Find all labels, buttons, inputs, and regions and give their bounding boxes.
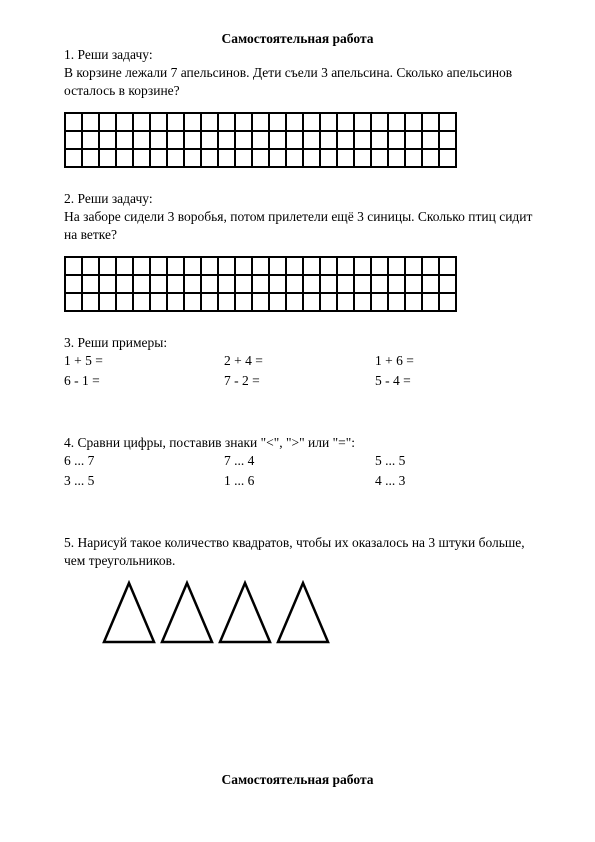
grid-cell	[133, 275, 150, 293]
grid-cell	[354, 293, 371, 311]
task1-text-line2: осталось в корзине?	[64, 83, 180, 98]
grid-cell	[65, 257, 82, 275]
grid-cell	[65, 131, 82, 149]
grid-cell	[150, 149, 167, 167]
grid-cell	[337, 113, 354, 131]
grid-cell	[133, 293, 150, 311]
triangle-shape	[278, 583, 328, 642]
example-item: 5 - 4 =	[375, 373, 411, 388]
grid-cell	[439, 257, 456, 275]
grid-cell	[65, 293, 82, 311]
grid-cell	[422, 149, 439, 167]
grid-cell	[439, 293, 456, 311]
grid-cell	[320, 275, 337, 293]
grid-cell	[82, 275, 99, 293]
grid-cell	[269, 149, 286, 167]
grid-cell	[286, 113, 303, 131]
example-item: 1 + 5 =	[64, 353, 103, 368]
grid-cell	[201, 149, 218, 167]
grid-cell	[320, 131, 337, 149]
compare-row	[64, 472, 534, 492]
compare-item: 5 ... 5	[375, 453, 406, 468]
grid-cell	[167, 149, 184, 167]
grid-cell	[354, 131, 371, 149]
grid-cell	[150, 293, 167, 311]
grid-cell	[303, 131, 320, 149]
grid-cell	[65, 275, 82, 293]
example-item: 7 - 2 =	[224, 373, 260, 388]
grid-cell	[116, 257, 133, 275]
grid-cell	[439, 113, 456, 131]
examples-block	[64, 352, 534, 392]
grid-cell	[371, 275, 388, 293]
grid-cell	[116, 293, 133, 311]
grid-row	[65, 275, 456, 293]
grid-cell	[269, 257, 286, 275]
grid-cell	[337, 293, 354, 311]
grid-cell	[388, 293, 405, 311]
grid-cell	[269, 275, 286, 293]
grid-cell	[184, 257, 201, 275]
grid-cell	[201, 131, 218, 149]
grid-cell	[235, 131, 252, 149]
grid-cell	[405, 293, 422, 311]
grid-cell	[133, 257, 150, 275]
grid-cell	[303, 113, 320, 131]
grid-cell	[405, 149, 422, 167]
grid-cell	[99, 131, 116, 149]
footer-title: Самостоятельная работа	[221, 772, 374, 787]
grid-cell	[252, 293, 269, 311]
grid-cell	[133, 149, 150, 167]
grid-cell	[218, 275, 235, 293]
grid-cell	[99, 293, 116, 311]
grid-cell	[184, 113, 201, 131]
grid-cell	[303, 275, 320, 293]
grid-cell	[422, 131, 439, 149]
grid-cell	[252, 275, 269, 293]
task1-text-line1: В корзине лежали 7 апельсинов. Дети съели 3 апельсина. Сколько апельсинов	[64, 65, 513, 80]
grid-cell	[133, 131, 150, 149]
grid-cell	[235, 275, 252, 293]
grid-cell	[150, 257, 167, 275]
grid-cell	[201, 275, 218, 293]
grid-cell	[422, 257, 439, 275]
grid-cell	[320, 113, 337, 131]
grid-cell	[82, 131, 99, 149]
triangle-shape	[162, 583, 212, 642]
grid-cell	[422, 113, 439, 131]
grid-cell	[167, 113, 184, 131]
example-item: 2 + 4 =	[224, 353, 263, 368]
examples-row	[64, 372, 534, 392]
grid-cell	[218, 131, 235, 149]
grid-cell	[422, 275, 439, 293]
task3-heading: 3. Реши примеры:	[64, 335, 168, 350]
grid-row	[65, 131, 456, 149]
compare-item: 3 ... 5	[64, 473, 95, 488]
task4-heading: 4. Сравни цифры, поставив знаки "<", ">" или "=":	[64, 435, 355, 450]
grid-cell	[252, 257, 269, 275]
grid-cell	[388, 149, 405, 167]
grid-cell	[150, 275, 167, 293]
grid-row	[65, 113, 456, 131]
grid-cell	[184, 293, 201, 311]
grid-cell	[116, 149, 133, 167]
grid-cell	[99, 257, 116, 275]
grid-cell	[388, 275, 405, 293]
grid-cell	[422, 293, 439, 311]
example-item: 1 + 6 =	[375, 353, 414, 368]
grid-cell	[201, 113, 218, 131]
grid-cell	[388, 131, 405, 149]
grid-cell	[303, 149, 320, 167]
grid-cell	[82, 149, 99, 167]
grid-cell	[252, 113, 269, 131]
grid-cell	[371, 131, 388, 149]
grid-cell	[405, 257, 422, 275]
examples-row	[64, 352, 534, 372]
grid-cell	[218, 293, 235, 311]
grid-cell	[320, 293, 337, 311]
grid-cell	[269, 113, 286, 131]
grid-cell	[184, 149, 201, 167]
triangle-shape	[220, 583, 270, 642]
grid-cell	[303, 257, 320, 275]
triangle-shape	[104, 583, 154, 642]
grid-cell	[201, 293, 218, 311]
grid-cell	[337, 149, 354, 167]
grid-cell	[252, 131, 269, 149]
grid-cell	[133, 113, 150, 131]
grid-cell	[167, 131, 184, 149]
page-title: Самостоятельная работа	[221, 31, 374, 46]
grid-cell	[303, 293, 320, 311]
grid-cell	[371, 293, 388, 311]
grid-cell	[167, 257, 184, 275]
answer-grid-1	[64, 112, 457, 168]
grid-cell	[337, 257, 354, 275]
grid-cell	[218, 257, 235, 275]
grid-cell	[269, 131, 286, 149]
task2-heading: 2. Реши задачу:	[64, 191, 153, 206]
grid-cell	[286, 293, 303, 311]
compare-block	[64, 452, 534, 492]
grid-cell	[320, 257, 337, 275]
grid-cell	[99, 113, 116, 131]
compare-row	[64, 452, 534, 472]
grid-cell	[439, 131, 456, 149]
grid-cell	[167, 275, 184, 293]
grid-cell	[218, 149, 235, 167]
grid-cell	[150, 131, 167, 149]
grid-row	[65, 257, 456, 275]
grid-cell	[388, 257, 405, 275]
grid-cell	[405, 131, 422, 149]
grid-cell	[252, 149, 269, 167]
triangles-figure	[100, 580, 340, 646]
grid-cell	[354, 149, 371, 167]
grid-cell	[371, 149, 388, 167]
grid-cell	[150, 113, 167, 131]
grid-cell	[65, 113, 82, 131]
compare-item: 7 ... 4	[224, 453, 255, 468]
grid-row	[65, 149, 456, 167]
example-item: 6 - 1 =	[64, 373, 100, 388]
grid-cell	[201, 257, 218, 275]
grid-cell	[405, 113, 422, 131]
grid-cell	[235, 293, 252, 311]
grid-cell	[337, 131, 354, 149]
task5-text-line2: чем треугольников.	[64, 553, 176, 568]
grid-cell	[82, 113, 99, 131]
grid-cell	[286, 131, 303, 149]
grid-cell	[286, 257, 303, 275]
grid-cell	[65, 149, 82, 167]
task5-text-line1: 5. Нарисуй такое количество квадратов, чтобы их оказалось на 3 штуки больше,	[64, 535, 525, 550]
answer-grid-2	[64, 256, 457, 312]
task1-heading: 1. Реши задачу:	[64, 47, 153, 62]
grid-cell	[286, 275, 303, 293]
grid-cell	[235, 257, 252, 275]
grid-cell	[167, 293, 184, 311]
grid-cell	[99, 275, 116, 293]
grid-cell	[371, 257, 388, 275]
grid-cell	[354, 113, 371, 131]
grid-cell	[269, 293, 286, 311]
grid-cell	[184, 131, 201, 149]
grid-cell	[99, 149, 116, 167]
grid-cell	[116, 113, 133, 131]
grid-cell	[235, 149, 252, 167]
grid-cell	[116, 131, 133, 149]
grid-cell	[184, 275, 201, 293]
compare-item: 1 ... 6	[224, 473, 255, 488]
grid-cell	[235, 113, 252, 131]
compare-item: 6 ... 7	[64, 453, 95, 468]
grid-cell	[354, 275, 371, 293]
compare-item: 4 ... 3	[375, 473, 406, 488]
grid-cell	[82, 257, 99, 275]
grid-cell	[320, 149, 337, 167]
task2-text-line2: на ветке?	[64, 227, 117, 242]
grid-cell	[82, 293, 99, 311]
grid-cell	[405, 275, 422, 293]
grid-cell	[354, 257, 371, 275]
grid-cell	[439, 149, 456, 167]
grid-cell	[218, 113, 235, 131]
grid-cell	[116, 275, 133, 293]
grid-cell	[439, 275, 456, 293]
grid-row	[65, 293, 456, 311]
grid-cell	[286, 149, 303, 167]
grid-cell	[371, 113, 388, 131]
grid-cell	[388, 113, 405, 131]
grid-cell	[337, 275, 354, 293]
task2-text-line1: На заборе сидели 3 воробья, потом прилетели ещё 3 синицы. Сколько птиц сидит	[64, 209, 533, 224]
